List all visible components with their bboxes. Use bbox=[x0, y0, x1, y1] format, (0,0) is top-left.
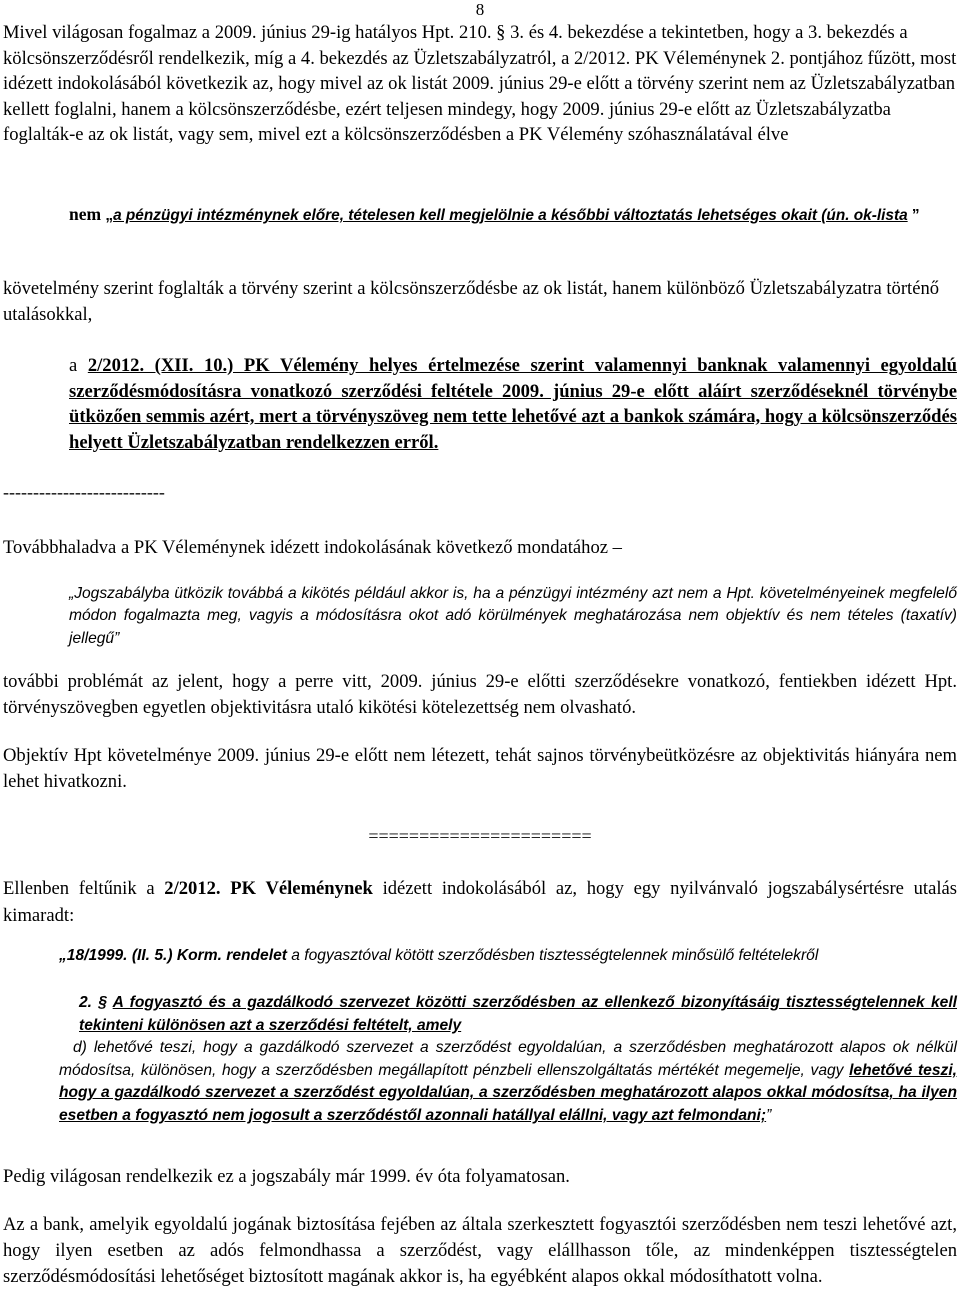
quote-open-mark: „ bbox=[101, 207, 114, 224]
item-d-close-quote: ” bbox=[766, 1106, 772, 1124]
dash-separator: --------------------------- bbox=[3, 482, 165, 502]
decree-section-heading bbox=[59, 992, 957, 1037]
section-number: 2. § bbox=[79, 994, 113, 1011]
page-number: 8 bbox=[475, 0, 485, 19]
quote-pk-velemeny-text: 2/2012. (XII. 10.) PK Vélemény helyes értelmezése szerint valamennyi banknak valamennyi egyoldalú szerződésmódosításra vonatkozó szerződési feltétele 2009. június 29-e előtt aláírt szerződéseknél törvénybe ütközően semmis azért, mert a törvényszöveg nem tette lehetővé azt a bankok számára, hogy a kölcsönszerződés helyett Üzletszabályzatban rendelkezzen erről. bbox=[69, 355, 957, 453]
quote-ok-lista bbox=[69, 205, 929, 226]
quote-ok-lista-text: a pénzügyi intézménynek előre, tételesen kell megjelölnie a későbbi változtatás lehetséges okait (ún. ok-lista bbox=[113, 207, 908, 224]
quote-lead-word: nem bbox=[69, 204, 102, 224]
omission-text-after: idézett indokolásából az, hogy egy nyilvánvaló jogszabálysértésre utalás kimaradt: bbox=[3, 878, 957, 926]
quote-pk-velemeny bbox=[69, 353, 957, 455]
equals-separator: ====================== bbox=[368, 826, 592, 846]
decree-item-d bbox=[59, 1037, 957, 1127]
quote-korm-rendelet-title bbox=[59, 945, 957, 967]
item-d-emphasis: lehetővé teszi, hogy a gazdálkodó szervezet a szerződést egyoldalúan, a szerződésben meghatározott alapos okkal módosítsa, ha ilyen esetben a fogyasztó nem jogosult a szerződéstől azonnali hatállyal elállni, vagy azt felmondani; bbox=[59, 1061, 957, 1124]
omission-bold-reference: 2/2012. PK Véleménynek bbox=[164, 878, 373, 899]
section-heading-text: A fogyasztó és a gazdálkodó szervezet közötti szerződésben az ellenkező bizonyításáig tisztességtelennek kell tekinteni különösen azt a szerződési feltételt, amely bbox=[79, 994, 958, 1034]
paragraph-further-problem: további problémát az jelent, hogy a perre vitt, 2009. június 29-e előtti szerződésekre vonatkozó, fentiekben idézett Hpt. törvényszövegben egyetlen objektivitásra utaló kikötési kötelezettség nem olvasható. bbox=[3, 671, 957, 718]
quote-prefix: a bbox=[69, 355, 88, 376]
omission-text-before: Ellenben feltűnik a bbox=[3, 878, 165, 899]
paragraph-since-1999: Pedig világosan rendelkezik ez a jogszabály már 1999. év óta folyamatosan. bbox=[3, 1166, 570, 1187]
paragraph-omission bbox=[3, 875, 957, 929]
quote-decree-section bbox=[59, 992, 957, 1128]
quote-jogszabalyba-utkozik: „Jogszabályba ütközik továbbá a kikötés például akkor is, ha a pénzügyi intézmény azt nem a Hpt. követelményeinek megfelelő módon fogalmazta meg, vagyis a módosításra okot adó körülmények meghatározása nem objektív és nem tételes (taxatív) jellegű” bbox=[69, 585, 957, 647]
quote-close-mark: ” bbox=[907, 207, 920, 224]
paragraph-hpt-argument: Mivel világosan fogalmaz a 2009. június 29-ig hatályos Hpt. 210. § 3. és 4. bekezdése a tekintetben, hogy a 3. bekezdés a kölcsönszerződésről rendelkezik, míg a 4. bekezdés az Üzletszabályzatról, a 2/2012. PK Véleménynek 2. pontjához fűzött, most idézett indokolásából következik az, hogy mivel az ok listát 2009. június 29-e előtt a törvény szerint nem az Üzletszabályzatban kellett foglalni, hanem a kölcsönszerződésbe, ezért teljesen mindegy, hogy 2009. június 29-e előtt az Üzletszabályzatba foglalták-e az ok listát, vagy sem, mivel ezt a kölcsönszerződésben a PK Vélemény szóhasználatával élve bbox=[3, 22, 957, 146]
paragraph-objective-requirement: Objektív Hpt követelménye 2009. június 29-e előtt nem létezett, tehát sajnos törvénybeütközésre az objektivitás hiányára nem lehet hivatkozni. bbox=[3, 745, 957, 792]
paragraph-bank-conclusion: Az a bank, amelyik egyoldalú jogának biztosítása fejében az általa szerkesztett fogyasztói szerződésben nem teszi lehetővé azt, hogy ilyen esetben az adós felmondhassa a szerződést, vagy elállhasson tőle, az mindenképpen tisztességtelen szerződésmódosítási lehetőséget biztosított magának akkor is, ha egyébként alapos okkal módosíthatott volna. bbox=[3, 1214, 957, 1287]
paragraph-requirement: követelmény szerint foglalták a törvény szerint a kölcsönszerződésbe az ok listát, hanem különböző Üzletszabályzatra történő utalásokkal, bbox=[3, 278, 940, 325]
paragraph-continuing: Továbbhaladva a PK Véleménynek idézett indokolásának következő mondatához – bbox=[3, 537, 622, 558]
decree-reference: „18/1999. (II. 5.) Korm. rendelet bbox=[59, 947, 287, 964]
item-d-plain: d) lehetővé teszi, hogy a gazdálkodó szervezet a szerződést egyoldalúan, a szerződésben meghatározott alapos ok nélkül módosítsa, különösen, hogy a szerződésben megállapított pénzbeli ellenszolgáltatás mértékét megemelje, vagy bbox=[59, 1039, 957, 1079]
decree-title: a fogyasztóval kötött szerződésben tisztességtelennek minősülő feltételekről bbox=[286, 947, 819, 964]
